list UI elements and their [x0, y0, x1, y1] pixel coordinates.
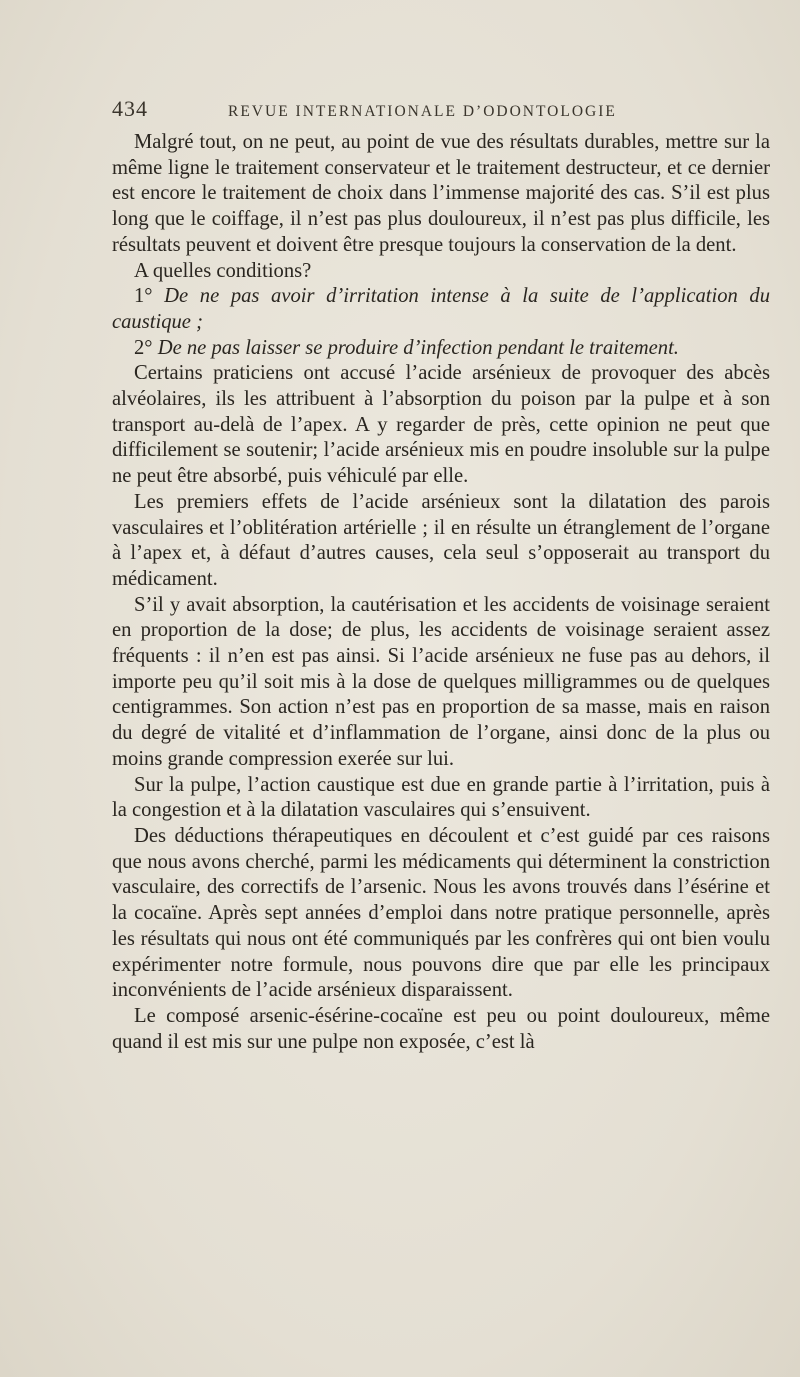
body-text [112, 130, 770, 1055]
paragraph-therapeutic-deductions: Des déductions thérapeutiques en découlent et c’est guidé par ces raisons que nous avons cherché, parmi les médicaments qui déterminent la constriction vasculaire, des correctifs de l’arsenic. Nous les avons trouvés dans l’ésérine et la cocaïne. Après sept années d’emploi dans notre pratique personnelle, après les résultats qui nous ont été communiqués par les confrères qui ont bien voulu expérimenter notre formule, nous pouvons dire que par elle les principaux inconvénients de l’acide arsénieux disparaissent. [112, 824, 770, 1002]
paragraph-arsenic-abscess: Certains praticiens ont accusé l’acide arsénieux de provoquer des abcès alvéolaires, ils les attribuent à l’absorption du poison par la pulpe et à son transport au-delà de l’apex. A y regarder de près, cette opinion ne peut que difficilement se soutenir; l’acide arsénieux mis en poudre insoluble sur la pulpe ne peut être absorbé, puis véhiculé par elle. [112, 362, 770, 488]
paragraph-first-effects: Les premiers effets de l’acide arsénieux sont la dilatation des parois vasculaires et l’oblitération artérielle ; il en résulte un étranglement de l’organe à l’apex et, à défaut d’autres causes, cela seul s’opposerait au transport du médicament. [112, 490, 770, 590]
condition-number: 2° [134, 336, 153, 359]
paragraph-pulp-action: Sur la pulpe, l’action caustique est due en grande partie à l’irritation, puis à la congestion et à la dilatation vasculaires qui s’ensuivent. [112, 773, 770, 822]
paragraph-question: A quelles conditions? [134, 259, 312, 282]
paragraph-compound: Le composé arsenic-ésérine-cocaïne est peu ou point douloureux, même quand il est mis sur une pulpe non exposée, c’est là [112, 1004, 770, 1053]
page-number: 434 [112, 96, 148, 121]
condition-item [112, 284, 770, 335]
running-title: REVUE INTERNATIONALE D’ODONTOLOGIE [228, 103, 617, 120]
condition-text: De ne pas laisser se produire d’infection pendant le traitement. [157, 336, 679, 359]
condition-item [112, 336, 770, 362]
paragraph-intro: Malgré tout, on ne peut, au point de vue des résultats durables, mettre sur la même ligne le traitement conservateur et le traitement destructeur, et ce dernier est encore le traitement de choix dans l’immense majorité des cas. S’il est plus long que le coiffage, il n’est pas plus douloureux, il n’est pas plus difficile, les résultats peuvent et doivent être presque toujours la conservation de la dent. [112, 131, 770, 256]
condition-text: De ne pas avoir d’irritation intense à la suite de l’application du caustique ; [112, 285, 770, 333]
page-header [112, 96, 770, 126]
condition-number: 1° [134, 285, 153, 308]
paragraph-absorption: S’il y avait absorption, la cautérisation et les accidents de voisinage seraient en proportion de la dose; de plus, les accidents de voisinage seraient assez fréquents : il n’en est pas ainsi. Si l’acide arsénieux ne fuse pas au dehors, il importe peu qu’il soit mis à la dose de quelques milligrammes ou de quelques centigrammes. Son action n’est pas en proportion de sa masse, mais en raison du degré de vitalité et d’inflammation de l’organe, ainsi donc de la plus ou moins grande compression exerée sur lui. [112, 593, 770, 770]
